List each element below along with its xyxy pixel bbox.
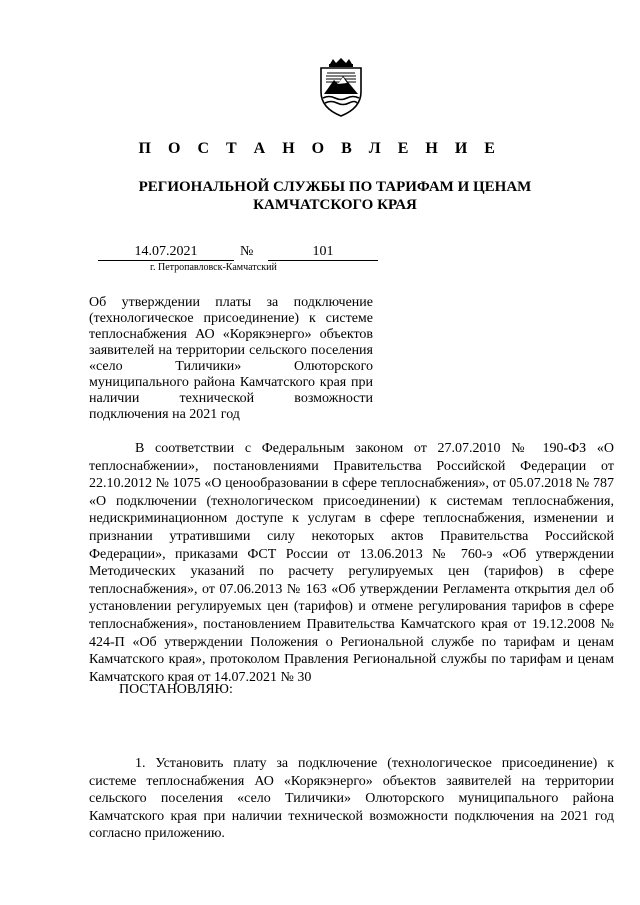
kamchatka-coat-of-arms-icon	[316, 58, 366, 118]
number-sign: №	[240, 244, 254, 259]
date-number-line	[98, 244, 380, 264]
city-name: г. Петропавловск-Камчатский	[150, 262, 277, 273]
document-number: 101	[268, 244, 378, 261]
authority-line: РЕГИОНАЛЬНОЙ СЛУЖБЫ ПО ТАРИФАМ И ЦЕНАМ	[138, 179, 532, 195]
document-type-title: П О С Т А Н О В Л Е Н И Е	[138, 140, 502, 157]
authority-line: КАМЧАТСКОГО КРАЯ	[253, 197, 417, 213]
document-subject: Об утверждении платы за подключение (технологическое присоединение) к системе теплоснабжения АО «Корякэнерго» объектов заявителей на территории сельского поселения «село Тиличики» Олюторского муниципального района Камчатского края при наличии технической возможности подключения на 2021 год	[89, 295, 373, 422]
resolution-item: 1. Установить плату за подключение (технологическое присоединение) к системе теплоснабжения АО «Корякэнерго» объектов заявителей на территории сельского поселения «село Тиличики» Олюторского муниципального района Камчатского края при наличии технической возможности подключения на 2021 год согласно приложению.	[89, 756, 614, 842]
document-date: 14.07.2021	[98, 244, 234, 261]
issuing-authority	[90, 178, 580, 214]
resolve-heading: ПОСТАНОВЛЯЮ:	[119, 682, 233, 697]
preamble-paragraph: В соответствии с Федеральным законом от 27.07.2010 № 190-ФЗ «О теплоснабжении», постановлениями Правительства Российской Федерации от 22.10.2012 № 1075 «О ценообразовании в сфере теплоснабжения», от 05.07.2018 № 787 «О подключении (технологическом присоединении) к системам теплоснабжения, недискриминационном доступе к услугам в сфере теплоснабжения, изменении и признании утратившими силу некоторых актов Правительства Российской Федерации», приказами ФСТ России от 13.06.2013 № 760-э «Об утверждении Методических указаний по расчету регулируемых цен (тарифов) в сфере теплоснабжения», от 07.06.2013 № 163 «Об утверждении Регламента открытия дел об установлении регулируемых цен (тарифов) и отмене регулирования тарифов в сфере теплоснабжения», постановлением Правительства Камчатского края от 19.12.2008 № 424-П «Об утверждении Положения о Региональной службе по тарифам и ценам Камчатского края», протоколом Правления Региональной службы по тарифам и ценам Камчатского края от 14.07.2021 № 30	[89, 441, 614, 685]
